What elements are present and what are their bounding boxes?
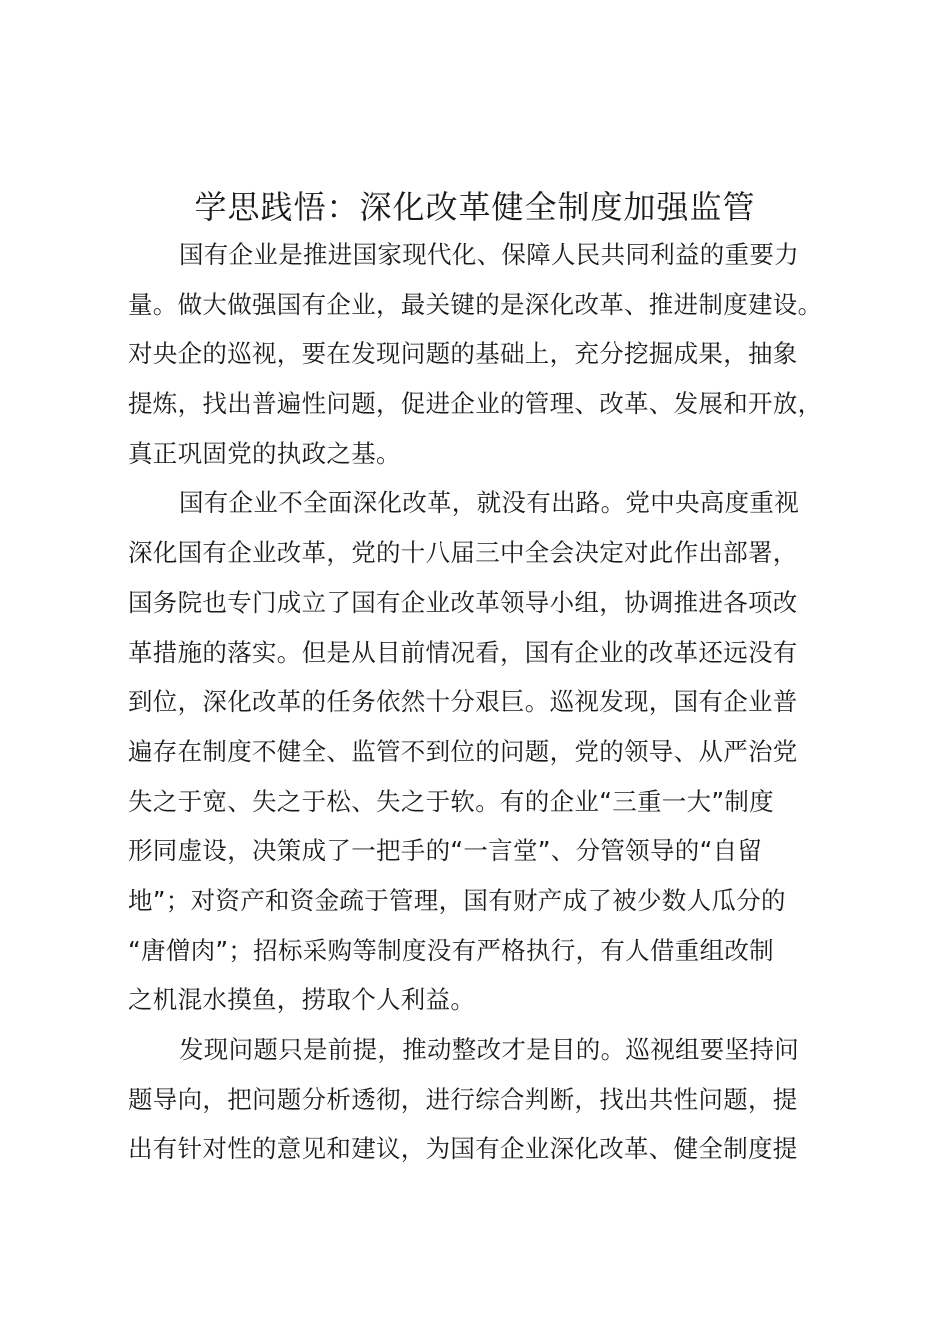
- paragraph-line: 国有企业不全面深化改革，就没有出路。党中央高度重视: [179, 488, 799, 518]
- paragraph-line: 到位，深化改革的任务依然十分艰巨。巡视发现，国有企业普: [128, 687, 798, 717]
- paragraph-line: 失之于宽、失之于松、失之于软。有的企业“三重一大”制度: [128, 786, 774, 816]
- paragraph-line: 发现问题只是前提，推动整改才是目的。巡视组要坚持问: [179, 1035, 799, 1064]
- paragraph-line: “唐僧肉”；招标采购等制度没有严格执行，有人借重组改制: [128, 935, 774, 965]
- paragraph-2: [128, 478, 838, 1025]
- paragraph-line: 革措施的落实。但是从目前情况看，国有企业的改革还远没有: [128, 637, 798, 667]
- paragraph-line: 出有针对性的意见和建议，为国有企业深化改革、健全制度提: [128, 1134, 798, 1164]
- paragraph-line: 国有企业是推进国家现代化、保障人民共同利益的重要力: [179, 240, 799, 269]
- paragraph-line: 题导向，把问题分析透彻，进行综合判断，找出共性问题，提: [128, 1084, 798, 1114]
- paragraph-3: [128, 1025, 838, 1174]
- paragraph-line: 形同虚设，决策成了一把手的“一言堂”、分管领导的“自留: [128, 836, 763, 866]
- document-body: [128, 230, 838, 1174]
- paragraph-line: 真正巩固党的执政之基。: [128, 438, 401, 468]
- paragraph-line: 国务院也专门成立了国有企业改革领导小组，协调推进各项改: [128, 587, 798, 617]
- paragraph-1: [128, 230, 838, 478]
- paragraph-line: 量。做大做强国有企业，最关键的是深化改革、推进制度建设。: [128, 289, 823, 319]
- paragraph-line: 地”；对资产和资金疏于管理，国有财产成了被少数人瓜分的: [128, 885, 786, 915]
- paragraph-line: 提炼，找出普遍性问题，促进企业的管理、改革、发展和开放，: [128, 389, 823, 419]
- paragraph-line: 之机混水摸鱼，捞取个人利益。: [128, 985, 476, 1015]
- paragraph-line: 深化国有企业改革，党的十八届三中全会决定对此作出部署，: [128, 538, 798, 568]
- paragraph-line: 遍存在制度不健全、监管不到位的问题，党的领导、从严治党: [128, 736, 798, 766]
- document-title: 学思践悟：深化改革健全制度加强监管: [194, 188, 756, 226]
- paragraph-line: 对央企的巡视，要在发现问题的基础上，充分挖掘成果，抽象: [128, 339, 798, 369]
